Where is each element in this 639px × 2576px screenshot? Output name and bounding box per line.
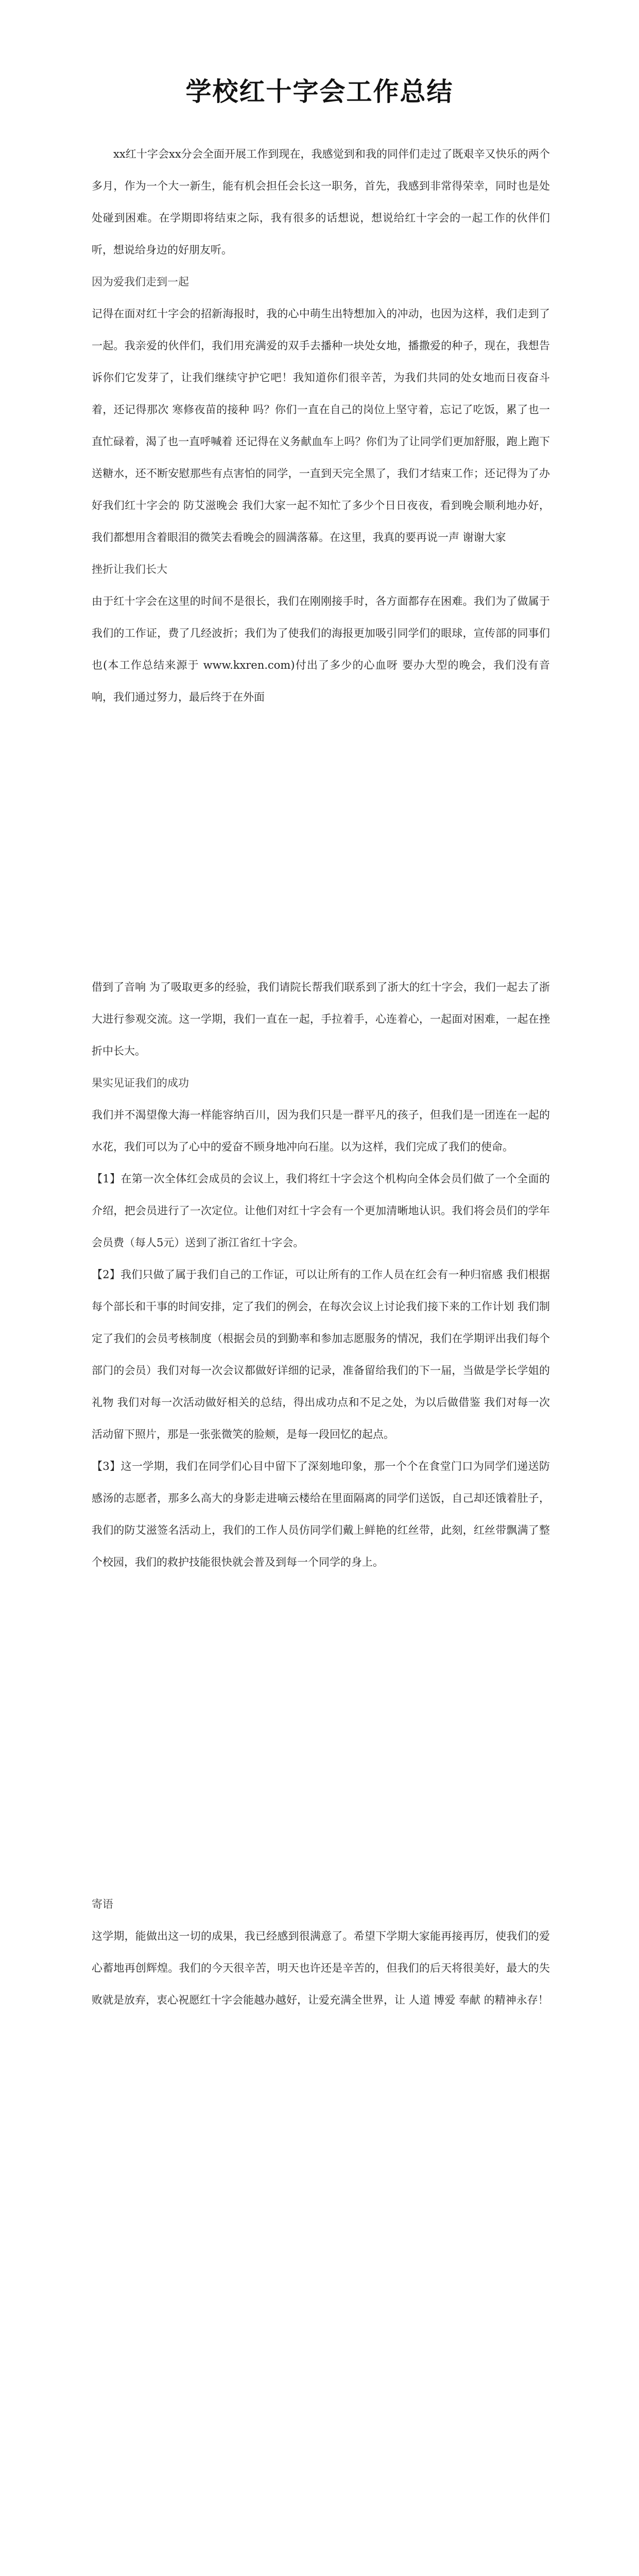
section-1 [92,138,550,713]
paragraph-fruits: 我们并不渴望像大海一样能容纳百川，因为我们只是一群平凡的孩子，但我们是一团连在一起的水花，我们可以为了心中的爱奋不顾身地冲向石崖。以为这样，我们完成了我们的使命。 [92,1109,550,1153]
section-2 [92,971,550,1578]
paragraph-item-2: 【2】我们只做了属于我们自己的工作证，可以让所有的工作人员在红会有一种归宿感 我们根据每个部长和干事的时间安排，定了我们的例会，在每次会议上讨论我们接下来的工作计划 我们制定了我们的会员考核制度（根据会员的到勤率和参加志愿服务的情况，我们在学期评出我们每个部门的会员）我们对每一次会议都做好详细的记录，准备留给我们的下一届，当做是学长学姐的礼物 我们对每一次活动做好相关的总结，得出成功点和不足之处，为以后做借鉴 我们对每一次活动留下照片，那是一张张微笑的脸颊，是每一段回忆的起点。 [92,1268,550,1440]
section-3 [92,1888,550,2016]
heading-fruits: 果实见证我们的成功 [92,1077,189,1089]
heading-setbacks: 挫折让我们长大 [92,563,167,575]
paragraph-setbacks-continued: 借到了音响 为了吸取更多的经验，我们请院长帮我们联系到了浙大的红十字会，我们一起去了浙大进行参观交流。这一学期，我们一直在一起，手拉着手，心连着心，一起面对困难，一起在挫折中长大。 [92,981,550,1057]
heading-message: 寄语 [92,1898,113,1910]
paragraph-love-together: 记得在面对红十字会的招新海报时，我的心中萌生出特想加入的冲动，也因为这样，我们走到了一起。我亲爱的伙伴们，我们用充满爱的双手去播种一块处女地，播撒爱的种子，现在，我想告诉你们它发芽了，让我们继续守护它吧！我知道你们很辛苦，为我们共同的处女地而日夜奋斗着，还记得那次 寒修夜苗的接种 吗？你们一直在自己的岗位上坚守着，忘记了吃饭，累了也一直忙碌着，渴了也一直呼喊着 还记得在义务献血车上吗？你们为了让同学们更加舒服，跑上跑下送糖水，还不断安慰那些有点害怕的同学，一直到天完全黑了，我们才结束工作；还记得为了办好我们红十字会的 防艾滋晚会 我们大家一起不知忙了多少个日日夜夜，看到晚会顺利地办好，我们都想用含着眼泪的微笑去看晚会的圆满落幕。在这里，我真的要再说一声 谢谢大家 [92,308,550,544]
heading-love-together: 因为爱我们走到一起 [92,276,189,288]
paragraph-message: 这学期，能做出这一切的成果，我已经感到很满意了。希望下学期大家能再接再厉，使我们的爱心蓄地再创辉煌。我们的今天很辛苦，明天也许还是辛苦的，但我们的后天将很美好，最大的失败就是放弃，衷心祝愿红十字会能越办越好，让爱充满全世界，让 人道 博爱 奉献 的精神永存！ [92,1930,550,2006]
intro-paragraph: xx红十字会xx分会全面开展工作到现在，我感觉到和我的同伴们走过了既艰辛又快乐的两个多月，作为一个大一新生，能有机会担任会长这一职务，首先，我感到非常得荣幸，同时也是处处碰到困难。在学期即将结束之际，我有很多的话想说，想说给红十字会的一起工作的伙伴们听，想说给身边的好朋友听。 [92,148,550,256]
paragraph-setbacks: 由于红十字会在这里的时间不是很长，我们在刚刚接手时，各方面都存在困难。我们为了做属于我们的工作证，费了几经波折；我们为了使我们的海报更加吸引同学们的眼球，宣传部的同事们也(本工作总结来源于 www.kxren.com)付出了多少的心血呀 要办大型的晚会，我们没有音响，我们通过努力，最后终于在外面 [92,595,550,703]
page-title: 学校红十字会工作总结 [185,77,454,107]
paragraph-item-1: 【1】在第一次全体红会成员的会议上，我们将红十字会这个机构向全体会员们做了一个全面的介绍，把会员进行了一次定位。让他们对红十字会有一个更加清晰地认识。我们将会员们的学年会员费（每人5元）送到了浙江省红十字会。 [92,1173,550,1249]
paragraph-item-3: 【3】这一学期，我们在同学们心目中留下了深刻地印象，那一个个在食堂门口为同学们递送防感汤的志愿者，那多么高大的身影走进嘀云楼给在里面隔离的同学们送饭，自己却还饿着肚子，我们的防艾滋签名活动上，我们的工作人员仿同学们戴上鲜艳的红丝带，此刻，红丝带飘满了整个校园，我们的救护技能很快就会普及到每一个同学的身上。 [92,1460,550,1568]
